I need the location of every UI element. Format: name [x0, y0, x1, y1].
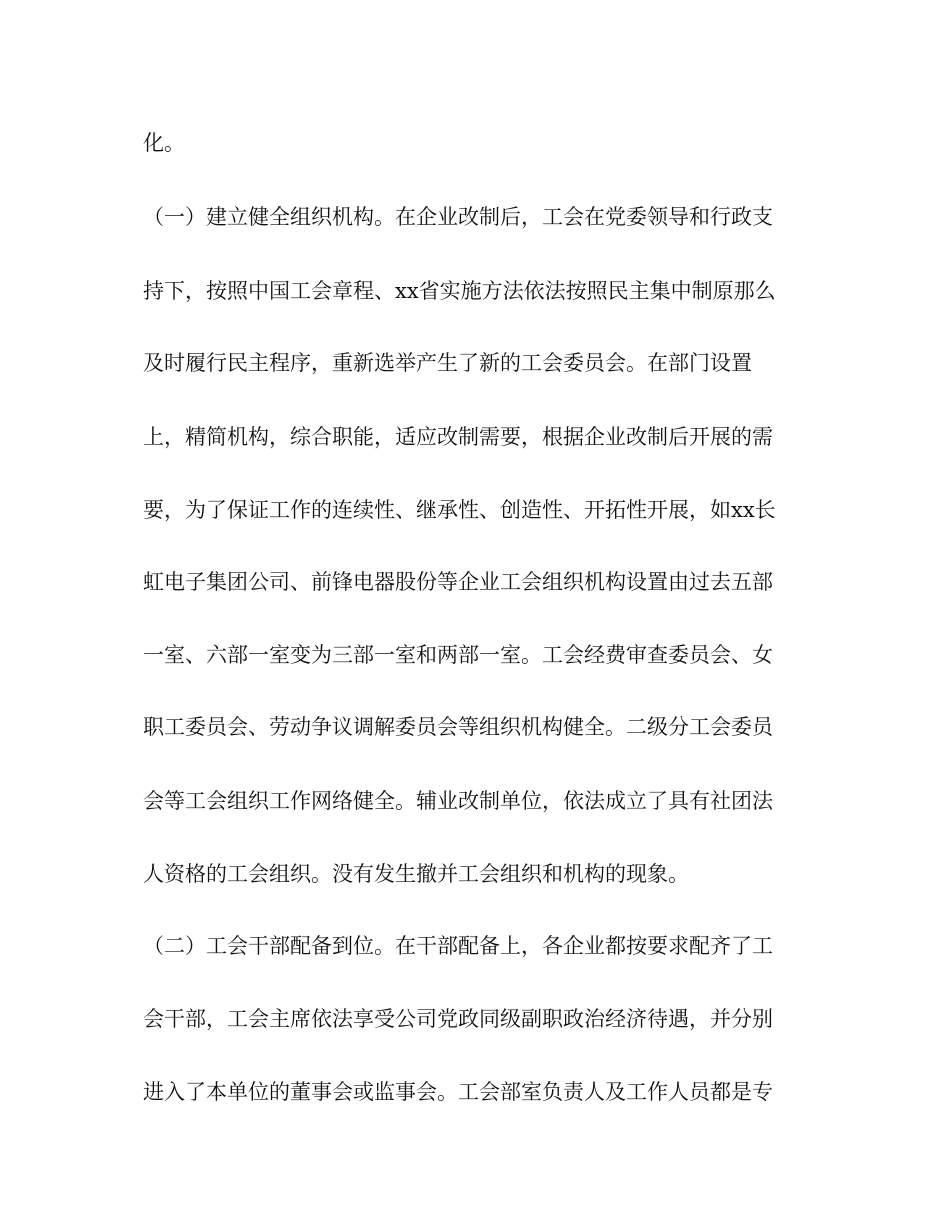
text-line-7: 虹电子集团公司、前锋电器股份等企业工会组织机构设置由过去五部	[143, 570, 773, 594]
text-line-9: 职工委员会、劳动争议调解委员会等组织机构健全。二级分工会委员	[143, 715, 773, 739]
text-line-1: 化。	[143, 131, 185, 155]
text-line-14: 进入了本单位的董事会或监事会。工会部室负责人及工作人员都是专	[143, 1080, 773, 1104]
text-line-5: 上，精简机构，综合职能，适应改制需要，根据企业改制后开展的需	[143, 425, 773, 449]
text-line-4: 及时履行民主程序，重新选举产生了新的工会委员会。在部门设置	[143, 351, 752, 375]
text-line-2: （一）建立健全组织机构。在企业改制后，工会在党委领导和行政支	[143, 205, 773, 229]
text-line-10: 会等工会组织工作网络健全。辅业改制单位，依法成立了具有社团法	[143, 789, 773, 813]
text-line-12: （二）工会干部配备到位。在干部配备上，各企业都按要求配齐了工	[143, 934, 773, 958]
text-line-8: 一室、六部一室变为三部一室和两部一室。工会经费审查委员会、女	[143, 643, 773, 667]
text-line-6: 要，为了保证工作的连续性、继承性、创造性、开拓性开展，如xx长	[143, 498, 776, 522]
text-line-13: 会干部，工会主席依法享受公司党政同级副职政治经济待遇，并分别	[143, 1007, 773, 1031]
text-line-11: 人资格的工会组织。没有发生撤并工会组织和机构的现象。	[143, 862, 689, 886]
text-line-3: 持下，按照中国工会章程、xx省实施方法依法按照民主集中制原那么	[143, 279, 776, 303]
